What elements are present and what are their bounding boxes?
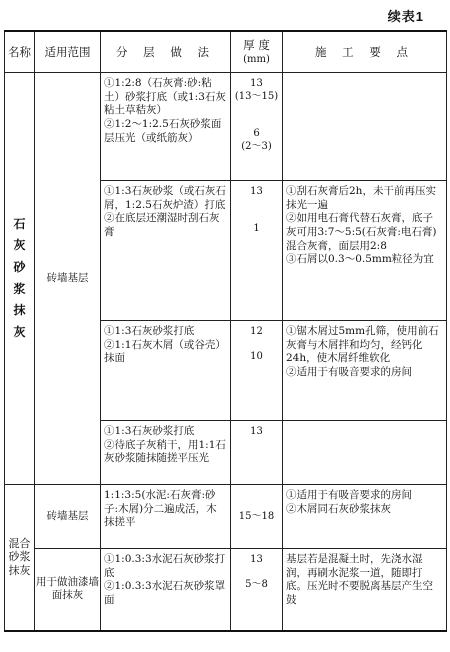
thickness-value: 13 — [250, 78, 263, 89]
method-step: ①1:3石灰砂浆打底 — [104, 325, 195, 337]
point-item: ②木屑同石灰砂浆抹灰 — [286, 502, 391, 515]
points-cell — [283, 321, 447, 421]
table-row — [5, 549, 447, 631]
point-item: ①刮石灰膏后2h，未干前再压实抹光一遍 — [286, 185, 436, 211]
point-item: ③石屑以0.3～0.5mm粒径为宜 — [286, 253, 434, 266]
thickness-cell — [231, 181, 283, 321]
point-item: ②如用电石膏代替石灰膏，底子灰可用3:7～5:5(石灰膏:电石膏)混合灰膏，面层用2:8 — [286, 212, 437, 252]
method-cell — [101, 421, 231, 485]
group2-scope: 砖墙基层 — [35, 485, 101, 549]
method-step: ①1:3石灰砂浆（或石灰石屑，1:2.5石灰炉渣）打底 — [104, 185, 226, 211]
method-cell — [101, 549, 231, 631]
thickness-value: 12 — [250, 326, 263, 337]
header-method: 分 层 做 法 — [101, 31, 231, 73]
point-item: ②适用于有吸音要求的房间 — [286, 365, 412, 378]
thickness-cell — [231, 73, 283, 181]
group1-name-char: 灰 — [13, 238, 26, 253]
header-thickness-unit: (mm) — [243, 53, 270, 65]
group1-name-char: 灰 — [13, 324, 26, 339]
header-points: 施 工 要 点 — [283, 31, 447, 73]
header-thickness — [231, 31, 283, 73]
header-scope: 适用范围 — [35, 31, 101, 73]
method-step: ②1:0.3:3水泥石灰砂浆罩面 — [104, 580, 226, 606]
method-cell — [101, 181, 231, 321]
method-step: ②待底子灰稍干，用1:1石灰砂浆随抹随搓平压光 — [104, 438, 226, 465]
table-row — [5, 73, 447, 181]
points-cell — [283, 73, 447, 181]
points-cell — [283, 485, 447, 549]
header-row — [5, 31, 447, 73]
group2-name-part: 抹灰 — [8, 564, 31, 578]
method-step: ②1:1石灰木屑（或谷壳）抹面 — [104, 338, 226, 365]
method-step: 1:1:3:5(水泥:石灰膏:砂子:木屑)分二遍成活，木抹搓平 — [104, 489, 217, 529]
thickness-value: 1 — [253, 223, 260, 234]
header-name: 名称 — [5, 31, 35, 73]
thickness-value: (13～15) — [234, 91, 279, 102]
thickness-value: 6 — [253, 128, 260, 139]
thickness-value: 10 — [250, 351, 263, 362]
construction-table — [4, 30, 447, 632]
thickness-cell — [231, 485, 283, 549]
point-item: ①适用于有吸音要求的房间 — [286, 489, 412, 501]
method-step: ②1:2～1:2.5石灰砂浆面层压光（或纸筋灰） — [104, 117, 222, 144]
thickness-value: 13 — [250, 426, 263, 437]
points-cell — [283, 421, 447, 485]
table-caption: 续表1 — [387, 9, 424, 24]
thickness-cell — [231, 321, 283, 421]
method-cell — [101, 321, 231, 421]
group1-name-char: 石 — [13, 216, 26, 231]
group1-name-char: 砂 — [13, 259, 26, 274]
method-step: ①1:2:8（石灰膏:砂:粘土）砂浆打底（或1:3石灰粘土草秸灰） — [104, 77, 226, 117]
thickness-value: 13 — [250, 554, 263, 565]
group2-name-part: 混合 — [8, 536, 31, 550]
method-step: ①1:3石灰砂浆打底 — [104, 425, 195, 437]
points-cell — [283, 549, 447, 631]
group2-scope: 用于做油漆墙面抹灰 — [35, 549, 101, 631]
group1-name-char: 浆 — [13, 281, 26, 296]
thickness-value: 13 — [250, 186, 263, 197]
group1-name-char: 抹 — [13, 303, 26, 318]
group2-name-part: 砂浆 — [8, 550, 31, 564]
table-row — [5, 485, 447, 549]
thickness-cell — [231, 549, 283, 631]
method-cell — [101, 73, 231, 181]
thickness-value: (2～3) — [241, 141, 272, 152]
header-thickness-label: 厚 度 — [243, 38, 270, 53]
points-cell — [283, 181, 447, 321]
method-step: ②在底层还潮湿时刮石灰膏 — [104, 212, 220, 238]
thickness-cell — [231, 421, 283, 485]
method-cell — [101, 485, 231, 549]
thickness-value: 15～18 — [238, 511, 275, 522]
thickness-value: 5～8 — [245, 579, 268, 590]
group1-name — [5, 73, 35, 485]
point-item: 基层若是混凝土时，先浇水湿润，再刷水泥浆一道，随即打底。压光时不要脱离基层产生空鼓 — [286, 553, 433, 606]
method-step: ①1:0.3:3水泥石灰砂浆打底 — [104, 553, 226, 579]
point-item: ①锯木屑过5mm孔筛，使用前石灰膏与木屑拌和均匀，经钙化24h，使木屑纤维软化 — [286, 325, 439, 365]
group1-scope: 砖墙基层 — [35, 73, 101, 485]
group2-name — [5, 485, 35, 631]
